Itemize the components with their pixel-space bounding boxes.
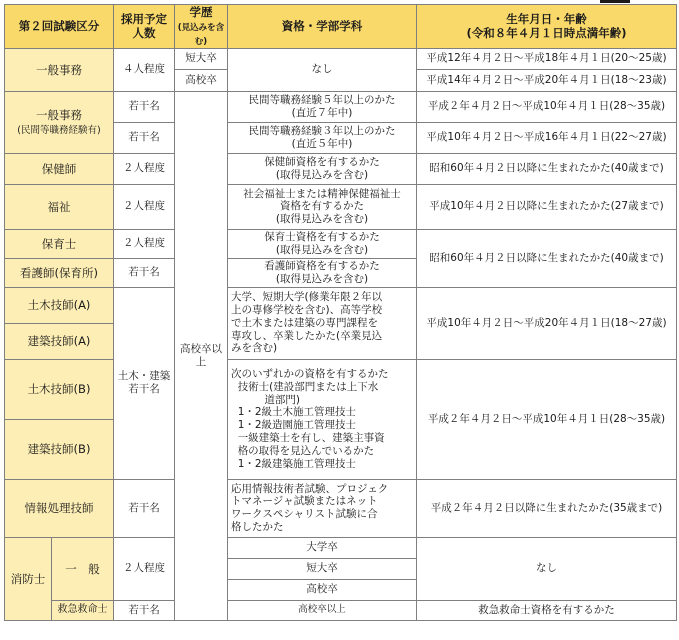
recruitment-table [4, 4, 677, 621]
category-childcare-worker: 保育士 [5, 229, 114, 258]
quota-cell: ２人程度 [114, 537, 175, 600]
qualification-cell: 民間等職務経験３年以上のかた (直近５年中) [228, 122, 417, 153]
category-welfare: 福祉 [5, 184, 114, 229]
category-firefighter: 消防士 [5, 537, 52, 620]
table-row [5, 184, 677, 229]
qualification-cell: 救急救命士資格を有するかた [417, 600, 677, 620]
quota-cell: ４人程度 [114, 48, 175, 91]
category-public-health-nurse: 保健師 [5, 153, 114, 184]
category-it-engineer: 情報処理技師 [5, 479, 114, 537]
qualification-cell: なし [417, 537, 677, 600]
quota-cell: 若干名 [114, 91, 175, 122]
category-architect-a: 建築技師(A) [5, 323, 114, 359]
qualification-cell: 次のいずれかの資格を有するかた 技術士(建設部門または上下水 道部門) 1・2級土木施工管理技士 1・2級造園施工管理技士 一級建築士を有し、建築主事資 格の取得を見込んでいるかた 1・2級建築施工管理技士 [228, 359, 417, 479]
birthdate-cell: 平成10年４月２日～平成20年４月１日(18～27歳) [417, 287, 677, 359]
birthdate-cell: 平成２年４月２日以降に生まれたかた(35歳まで) [417, 479, 677, 537]
table-row [5, 48, 677, 69]
category-civil-engineer-b: 土木技師(B) [5, 359, 114, 419]
quota-cell: 若干名 [114, 122, 175, 153]
birthdate-cell: 平成10年４月２日～平成16年４月１日(22～27歳) [417, 122, 677, 153]
birthdate-cell: 平成10年４月２日以降に生まれたかた(27歳まで) [417, 184, 677, 229]
qualification-cell: 保育士資格を有するかた (取得見込みを含む) [228, 229, 417, 258]
qualification-cell: 大学、短期大学(修業年限２年以 上の専修学校を含む)、高等学校 で土木または建築の専門課程を 専攻し、卒業したかた(卒業見込 みを含む) [228, 287, 417, 359]
qualification-cell: なし [228, 48, 417, 91]
table-row [5, 287, 677, 323]
quota-cell: ２人程度 [114, 184, 175, 229]
education-cell: 高校卒以上 [228, 600, 417, 620]
education-cell: 大学卒 [228, 537, 417, 558]
header-quota: 採用予定 人数 [114, 5, 175, 49]
category-firefighter-general: 一 般 [52, 537, 114, 600]
category-general: 一般事務 [5, 48, 114, 91]
qualification-cell: 保健師資格を有するかた (取得見込みを含む) [228, 153, 417, 184]
qualification-cell: 民間等職務経験５年以上のかた (直近７年中) [228, 91, 417, 122]
quota-cell: 若干名 [114, 479, 175, 537]
quota-cell: 若干名 [114, 258, 175, 287]
category-experienced: 一般事務 (民間等職務経験有) [5, 91, 114, 153]
table-row [5, 479, 677, 537]
table-row [5, 229, 677, 258]
title-underline [600, 0, 630, 3]
education-cell: 高校卒 [175, 69, 228, 91]
education-cell: 高校卒 [228, 579, 417, 600]
category-architect-b: 建築技師(B) [5, 419, 114, 479]
birthdate-cell: 平成２年４月２日～平成10年４月１日(28～35歳) [417, 91, 677, 122]
birthdate-cell: 昭和60年４月２日以降に生まれたかた(40歳まで) [417, 153, 677, 184]
qualification-cell: 看護師資格を有するかた (取得見込みを含む) [228, 258, 417, 287]
header-birthdate: 生年月日・年齢 (令和８年４月１日時点満年齢) [417, 5, 677, 49]
category-nurse-nursery: 看護師(保育所) [5, 258, 114, 287]
table-row [5, 359, 677, 419]
quota-cell: 土木・建築 若干名 [114, 287, 175, 479]
birthdate-cell: 昭和60年４月２日以降に生まれたかた(40歳まで) [417, 229, 677, 287]
header-education: 学歴 (見込みを含む) [175, 5, 228, 49]
birthdate-cell: 平成２年４月２日～平成10年４月１日(28～35歳) [417, 359, 677, 479]
education-cell: 短大卒 [228, 558, 417, 579]
birthdate-cell: 平成12年４月２日～平成18年４月１日(20～25歳) [417, 48, 677, 69]
qualification-cell: 社会福祉士または精神保健福祉士 資格を有するかた (取得見込みを含む) [228, 184, 417, 229]
header-row [5, 5, 677, 49]
table-row [5, 91, 677, 122]
quota-cell: ２人程度 [114, 153, 175, 184]
birthdate-cell: 平成14年４月２日～平成20年４月１日(18～23歳) [417, 69, 677, 91]
quota-cell: 若干名 [114, 600, 175, 620]
education-cell: 短大卒 [175, 48, 228, 69]
table-row [5, 153, 677, 184]
qualification-cell: 応用情報技術者試験、プロジェク トマネージャ試験またはネット ワークスペシャリスト試験に合 格したかた [228, 479, 417, 537]
table-row [5, 600, 677, 620]
header-category: 第２回試験区分 [5, 5, 114, 49]
education-high-school-or-above: 高校卒以上 [175, 91, 228, 620]
category-civil-engineer-a: 土木技師(A) [5, 287, 114, 323]
quota-cell: ２人程度 [114, 229, 175, 258]
header-qualification: 資格・学部学科 [228, 5, 417, 49]
table-row [5, 537, 677, 558]
category-paramedic: 救急救命士 [52, 600, 114, 620]
